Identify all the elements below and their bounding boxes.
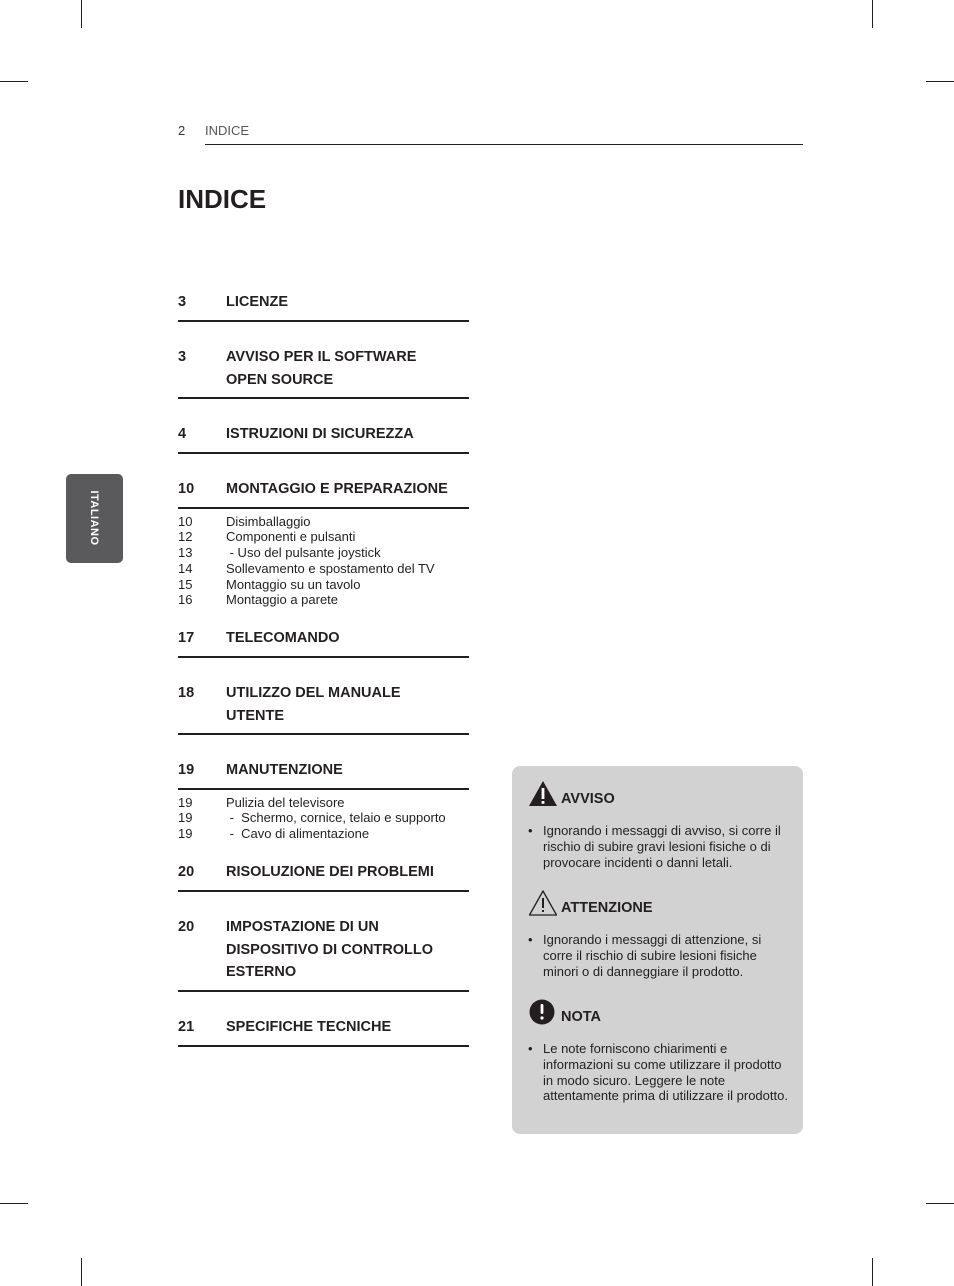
caution-outline-icon <box>528 889 558 917</box>
crop-mark <box>872 1258 873 1286</box>
toc-subentry[interactable] <box>178 561 469 577</box>
toc-entry[interactable] <box>178 916 469 992</box>
note-heading <box>528 780 615 808</box>
language-tab-label: ITALIANO <box>88 490 100 546</box>
note-item <box>528 932 788 979</box>
toc-subentry[interactable] <box>178 545 469 561</box>
page-number: 2 <box>178 123 186 138</box>
toc-entry[interactable] <box>178 478 469 608</box>
toc-subentry[interactable] <box>178 529 469 545</box>
toc-entry-title: RISOLUZIONE DEI PROBLEMI <box>226 864 434 880</box>
bullet: • <box>528 932 533 947</box>
toc-entry-title: ISTRUZIONI DI SICUREZZA <box>226 426 414 442</box>
toc-entry-title: SPECIFICHE TECNICHE <box>226 1019 392 1035</box>
toc-page-number: 3 <box>178 294 187 310</box>
toc-subentry[interactable] <box>178 592 469 608</box>
toc-entry[interactable] <box>178 627 469 658</box>
toc-page-number: 20 <box>178 919 195 935</box>
note-text: Ignorando i messaggi di avviso, si corre il rischio di subire gravi lesioni fisiche o di provocare incidenti o danni letali. <box>543 823 781 870</box>
toc-subentry-page: 12 <box>178 529 193 545</box>
language-tab <box>66 474 123 563</box>
toc-entry-title: IMPOSTAZIONE DI UN DISPOSITIVO DI CONTROLLO ESTERNO <box>226 919 434 980</box>
toc-subentry-page: 19 <box>178 826 193 842</box>
note-heading-label: ATTENZIONE <box>561 900 653 916</box>
note-heading <box>528 998 601 1026</box>
toc-subentry-title: Componenti e pulsanti <box>226 529 356 545</box>
toc-page-number: 17 <box>178 630 195 646</box>
toc-page-number: 20 <box>178 864 195 880</box>
toc-subentry[interactable] <box>178 810 469 826</box>
toc-subentry-page: 14 <box>178 560 193 576</box>
toc-subentries <box>178 795 469 842</box>
toc-subentry-title: - Uso del pulsante joystick <box>226 545 381 561</box>
toc-entry[interactable] <box>178 682 469 735</box>
toc-entry-title: MANUTENZIONE <box>226 762 343 778</box>
toc-entry[interactable] <box>178 1016 469 1047</box>
toc-subentry-title: Sollevamento e spostamento del TV <box>226 560 435 576</box>
header-section-label: INDICE <box>205 123 250 138</box>
toc-subentry-page: 13 <box>178 545 193 561</box>
note-heading <box>528 889 653 917</box>
toc-entry-title: LICENZE <box>226 294 289 310</box>
page-title: INDICE <box>178 184 267 214</box>
toc-page-number: 3 <box>178 349 187 365</box>
toc-subentry-page: 16 <box>178 592 193 608</box>
toc-entry-title: AVVISO PER IL SOFTWARE OPEN SOURCE <box>226 349 417 388</box>
toc-subentry-page: 19 <box>178 810 193 826</box>
bullet: • <box>528 823 533 838</box>
toc-subentry-title: Montaggio su un tavolo <box>226 576 361 592</box>
toc-entry[interactable] <box>178 759 469 842</box>
toc-subentries <box>178 514 469 609</box>
note-heading-label: NOTA <box>561 1009 602 1025</box>
crop-mark <box>81 1258 82 1286</box>
toc-subentry-title: Pulizia del televisore <box>226 794 345 810</box>
toc-entry-title: UTILIZZO DEL MANUALE UTENTE <box>226 685 401 724</box>
toc-subentry[interactable] <box>178 514 469 530</box>
note-text: Ignorando i messaggi di attenzione, si corre il rischio di subire lesioni fisiche minori o di danneggiare il prodotto. <box>543 932 762 979</box>
toc-entry-title: MONTAGGIO E PREPARAZIONE <box>226 481 448 497</box>
note-text: Le note forniscono chiarimenti e informazioni su come utilizzare il prodotto in modo sicuro. Leggere le note attentamente prima di utilizzare il prodotto. <box>543 1041 788 1104</box>
crop-mark <box>0 1203 28 1204</box>
crop-mark <box>926 1203 954 1204</box>
crop-mark <box>926 81 954 82</box>
toc-subentry-title: Montaggio a parete <box>226 592 339 608</box>
crop-mark <box>872 0 873 28</box>
note-heading-label: AVVISO <box>561 791 615 807</box>
toc-page-number: 19 <box>178 762 195 778</box>
toc-entry[interactable] <box>178 291 469 322</box>
crop-mark <box>81 0 82 28</box>
toc-page-number: 4 <box>178 426 187 442</box>
note-item <box>528 1041 788 1104</box>
toc-page-number: 18 <box>178 685 195 701</box>
toc-subentry-page: 19 <box>178 794 193 810</box>
bullet: • <box>528 1041 533 1056</box>
toc-subentry-title: - Cavo di alimentazione <box>226 826 370 842</box>
header-rule <box>205 144 803 145</box>
toc-entry[interactable] <box>178 423 469 454</box>
crop-mark <box>0 81 28 82</box>
toc-subentry[interactable] <box>178 826 469 842</box>
toc-subentry-title: - Schermo, cornice, telaio e supporto <box>226 810 446 826</box>
warning-filled-icon <box>528 780 558 808</box>
toc-subentry-page: 15 <box>178 576 193 592</box>
note-item <box>528 823 788 870</box>
running-header <box>178 123 803 145</box>
toc-entry[interactable] <box>178 861 469 892</box>
toc-page-number: 21 <box>178 1019 195 1035</box>
safety-notes-box <box>512 766 803 1134</box>
toc-page-number: 10 <box>178 481 195 497</box>
toc-entry[interactable] <box>178 346 469 399</box>
toc-subentry[interactable] <box>178 795 469 811</box>
toc-entry-title: TELECOMANDO <box>226 630 340 646</box>
toc-subentry[interactable] <box>178 577 469 593</box>
info-exclamation-icon <box>528 998 558 1026</box>
toc-subentry-title: Disimballaggio <box>226 513 311 529</box>
toc-subentry-page: 10 <box>178 513 193 529</box>
